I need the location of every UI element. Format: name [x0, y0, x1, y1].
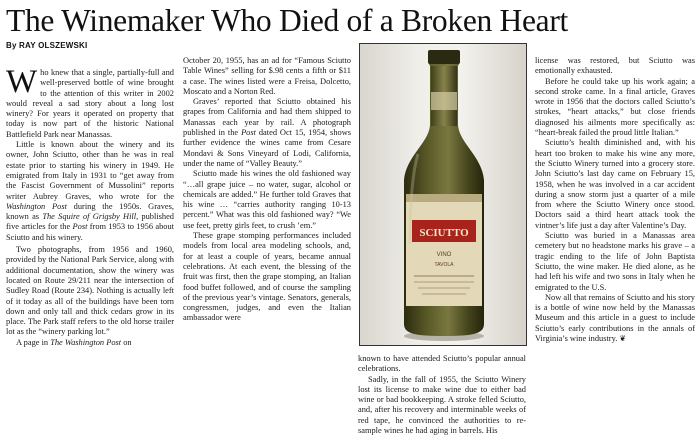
paragraph: Sciutto’s health diminished and, with his heart too broken to make his wine any more, the Sciutto Winery turned into a grocery store. John Sciutto’s last day came on February 15, 1958, when he was involved in a car accident during a snow storm just a quarter of a mile from where the Sciutto Winery once stood. Doctors said a third heart attack took the vintner’s life just a day after Valentine’s Day. — [535, 138, 695, 230]
end-mark-icon: ❦ — [619, 334, 627, 344]
wine-bottle-photo — [359, 43, 527, 346]
paragraph: Two photographs, from 1956 and 1960, provided by the National Park Service, along with additional documentation, show the winery was located on Route 29/211 near the intersection of Sudley Road (Route 234). Nothing is actually left of it today as all of the buildings have been torn down and only tall and thick cedars grow in its place. The Park staff refers to the old horse trailer lot as the “winery parking lot.” — [6, 245, 174, 337]
label-brand: SCIUTTO — [419, 227, 469, 239]
paragraph: Before he could take up his work again; a second stroke came. In a final article, Graves wrote in 1956 that the doctors called Sciutto’s strokes, “heart attacks,” but close friends diagnosed his ailments more specifically as: “heart-break failed the proud little Italian.” — [535, 76, 695, 138]
column-3 — [358, 354, 526, 436]
label-line-2: TAVOLA — [434, 262, 454, 268]
label-line-1: VINO — [436, 252, 452, 258]
paragraph: A page in The Washington Post on — [16, 337, 132, 347]
paragraph: Sciutto made his wines the old fashioned way “…all grape juice – no water, sugar, alcohol or chemicals are added.” He further told Graves that his wine … “carries authority ranging 10-13 percent.” What was this old fashioned way? “We use feet, pretty girls feet, to crush ’em.” — [183, 169, 351, 230]
paragraph: ho knew that a single, partially-full and well-preserved bottle of wine brought to the attention of this writer in 2002 would reveal a sad story about a long lost winery? For years it operated on property that today is now part of the historic National Battlefield Park near Manassas. — [6, 68, 174, 139]
headline: The Winemaker Who Died of a Broken Heart — [6, 3, 568, 38]
paragraph: license was restored, but Sciutto was emotionally exhausted. — [535, 56, 695, 76]
paragraph: Now all that remains of Sciutto and his story is a bottle of wine now held by the Manassas Museum and this article in a guest to include Sciutto’s early contributions in the annals of Virginia’s wine industry. ❦ — [535, 292, 695, 344]
paragraph: Graves’ reported that Sciutto obtained his grapes from California and had them shipped to Manassas each year by rail. A photograph published in the Post dated Oct 15, 1954, shows further evidence the wines came from Cesare Mondavi & Sons Vineyard of Lodi, California, under the name of “Valley Beauty.” — [183, 97, 351, 168]
paragraph: Little is known about the winery and its owner, John Sciutto, other than he was in real estate prior to starting his winery in 1949. He emigrated from Italy in 1931 to “get away from the Fascist Government of Mussolini” reports writer Aubrey Graves, who wrote for the Washington Post during the 1950s. Graves, known as The Squire of Grigsby Hill, published five articles for the Post from 1953 to 1956 about Sciutto and his winery. — [6, 140, 174, 242]
byline: By RAY OLSZEWSKI — [6, 41, 88, 50]
wine-bottle-icon — [360, 44, 526, 345]
paragraph: October 20, 1955, has an ad for “Famous Sciutto Table Wines” selling for $.98 cents a fifth or $11 a case. The wines listed were a Freisa, Dolcetto, Moscato and a Norton Red. — [183, 56, 351, 96]
paragraph: known to have attended Sciutto’s popular annual celebrations. — [358, 354, 526, 374]
paragraph: Sadly, in the fall of 1955, the Sciutto Winery lost its license to make wine due to either bad wine or bad bookkeeping. A stroke felled Sciutto, and, after his recovery and interminable weeks of red tape, he convinced the authorities to re-sample wines he had aging in barrels. His — [358, 374, 526, 436]
drop-cap: W — [6, 64, 38, 100]
column-4 — [535, 56, 695, 422]
paragraph: Sciutto was buried in a Manassas area cemetery but no headstone marks his grave – a tragic ending to the life of John Baptista Sciutto, the wine maker. He died alone, as he had left his wife and two sons in Italy when he emigrated to the U.S. — [535, 231, 695, 292]
column-1 — [6, 64, 174, 422]
column-2 — [183, 56, 351, 422]
paragraph: These grape stomping performances included models from local area modeling schools, and, for at least a couple of years, became annual celebrations. At each event, the blessing of the fruit was first, then the grape stomping, an Italian food buffet followed, and of course the sampling of the previous year’s vintage. Senators, generals, congressmen, judges, and even the Italian ambassador were — [183, 231, 351, 323]
